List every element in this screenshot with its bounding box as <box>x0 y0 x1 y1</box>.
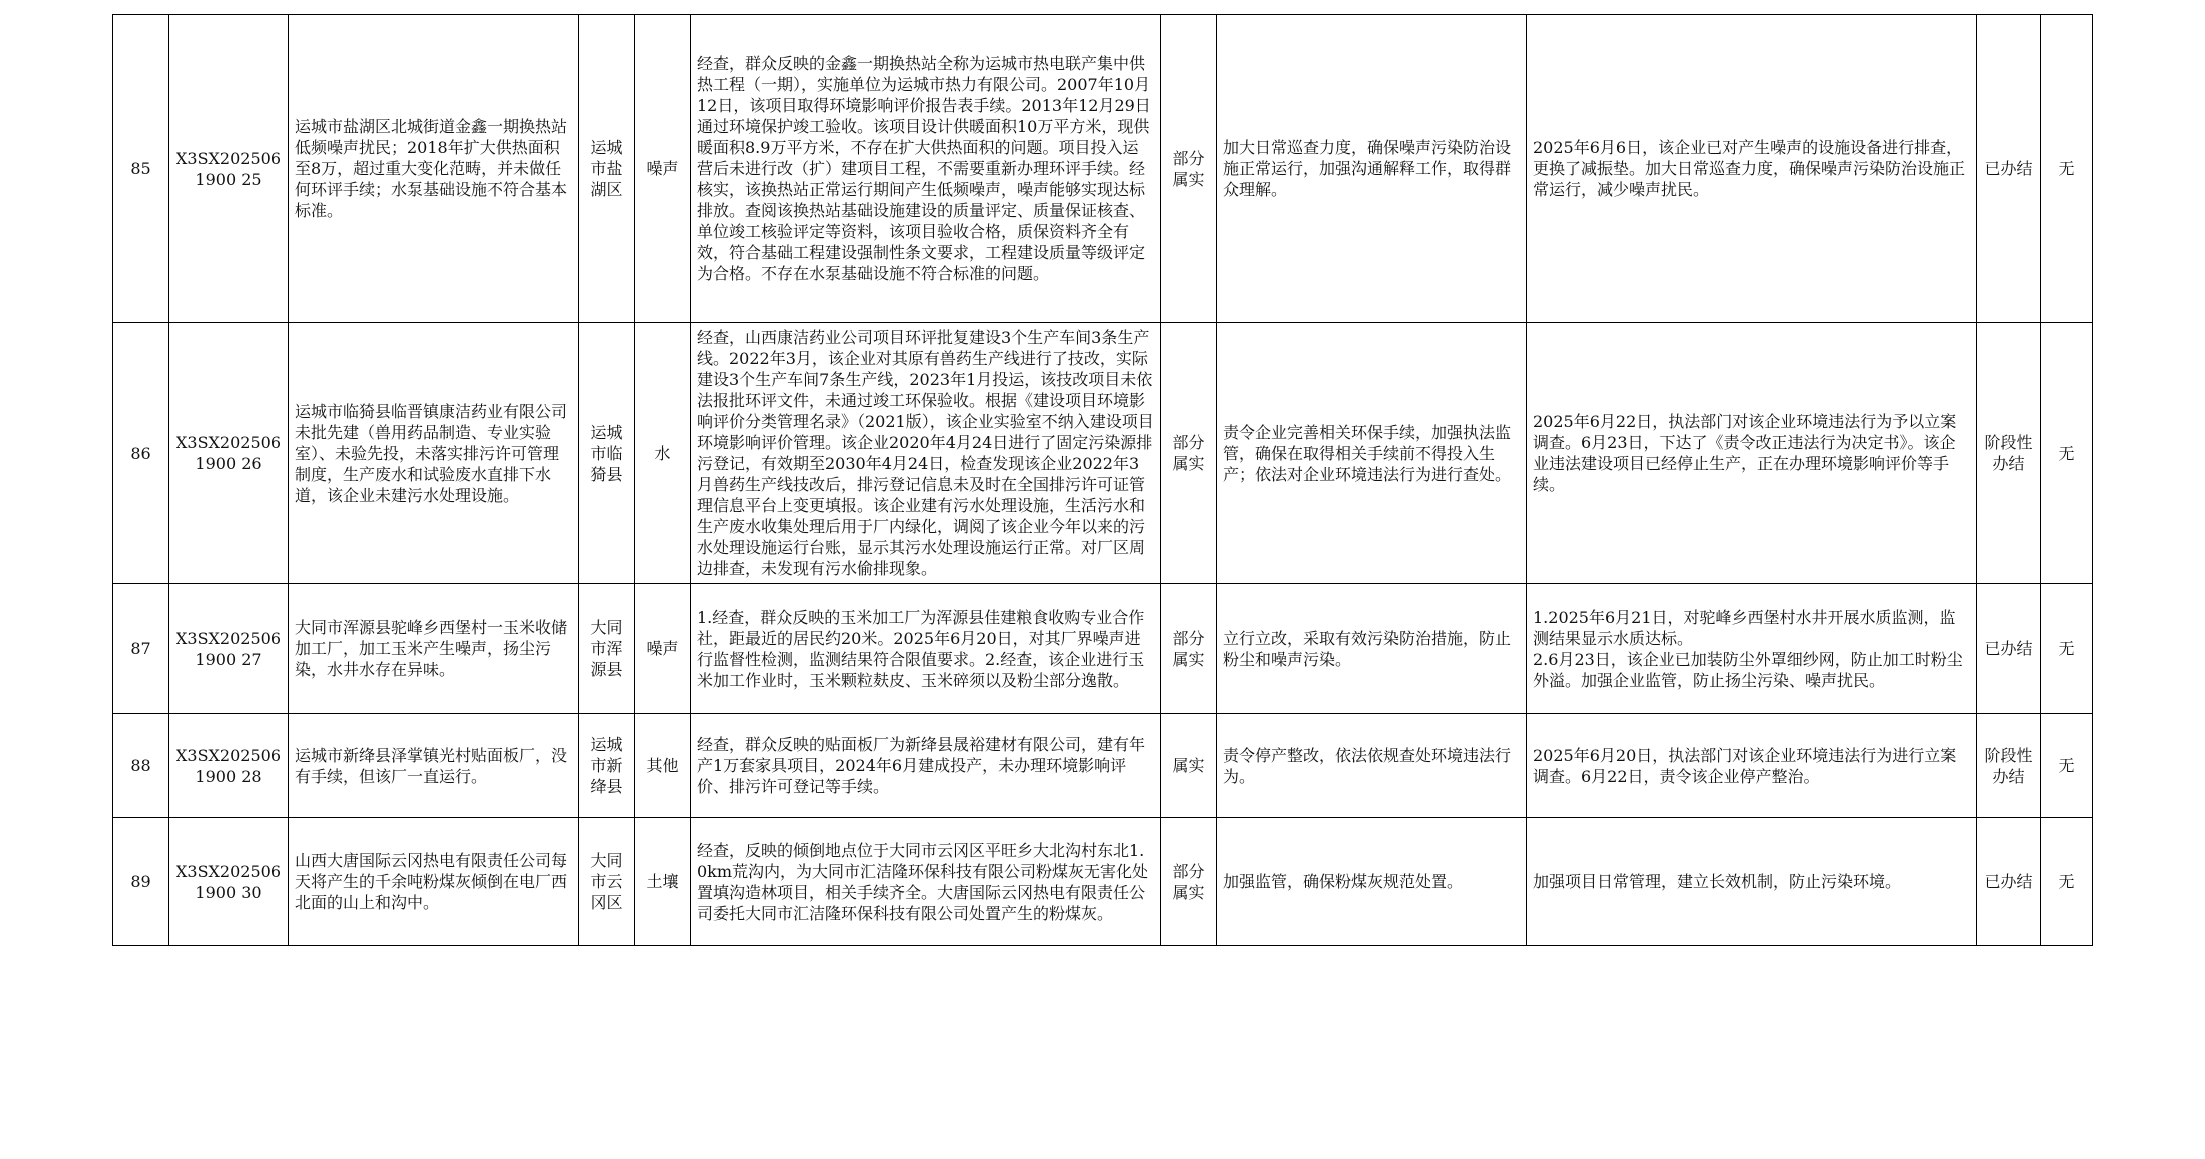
handling-measures: 立行立改，采取有效污染防治措施，防止粉尘和噪声污染。 <box>1217 584 1527 714</box>
pollution-type: 水 <box>635 323 691 584</box>
investigation-result: 经查，群众反映的贴面板厂为新绛县晟裕建材有限公司，建有年产1万套家具项目，2024年6月建成投产，未办理环境影响评价、排污许可登记等手续。 <box>691 714 1161 818</box>
pollution-type: 噪声 <box>635 15 691 323</box>
handling-measures: 责令企业完善相关环保手续，加强执法监管，确保在取得相关手续前不得投入生产；依法对企业环境违法行为进行查处。 <box>1217 323 1527 584</box>
table-row <box>113 584 2093 714</box>
case-code: X3SX2025061900 26 <box>169 323 289 584</box>
case-code: X3SX2025061900 27 <box>169 584 289 714</box>
verification-status: 部分属实 <box>1161 818 1217 946</box>
complaint-table-sheet <box>112 14 2092 946</box>
progress-line: 加强项目日常管理，建立长效机制，防止污染环境。 <box>1533 872 1902 891</box>
verification-status: 部分属实 <box>1161 15 1217 323</box>
rectification-progress <box>1527 818 1977 946</box>
case-code: X3SX2025061900 30 <box>169 818 289 946</box>
handling-measures: 责令停产整改，依法依规查处环境违法行为。 <box>1217 714 1527 818</box>
progress-line: 1.2025年6月21日，对驼峰乡西堡村水井开展水质监测，监测结果显示水质达标。 <box>1533 607 1956 648</box>
complaint-content: 山西大唐国际云冈热电有限责任公司每天将产生的千余吨粉煤灰倾倒在电厂西北面的山上和沟中。 <box>289 818 579 946</box>
handling-measures: 加大日常巡查力度，确保噪声污染防治设施正常运行，加强沟通解释工作，取得群众理解。 <box>1217 15 1527 323</box>
administrative-region: 大同市云冈区 <box>579 818 635 946</box>
pollution-type: 噪声 <box>635 584 691 714</box>
administrative-region: 大同市浑源县 <box>579 584 635 714</box>
investigation-result: 经查，反映的倾倒地点位于大同市云冈区平旺乡大北沟村东北1.0km荒沟内，为大同市汇洁隆环保科技有限公司粉煤灰无害化处置填沟造林项目，相关手续齐全。大唐国际云冈热电有限责任公司委托大同市汇洁隆环保科技有限公司处置产生的粉煤灰。 <box>691 818 1161 946</box>
investigation-result: 经查，群众反映的金鑫一期换热站全称为运城市热电联产集中供热工程（一期），实施单位为运城市热力有限公司。2007年10月12日，该项目取得环境影响评价报告表手续。2013年12月29日通过环境保护竣工验收。该项目设计供暖面积10万平方米，现供暖面积8.9万平方米，不存在扩大供热面积的问题。项目投入运营后未进行改（扩）建项目工程，不需要重新办理环评手续。经核实，该换热站正常运行期间产生低频噪声，噪声能够实现达标排放。查阅该换热站基础设施建设的质量评定、质量保证核查、单位竣工核验评定等资料，该项目验收合格，质保资料齐全有效，符合基础工程建设强制性条文要求，工程建设质量等级评定为合格。不存在水泵基础设施不符合标准的问题。 <box>691 15 1161 323</box>
rectification-progress <box>1527 714 1977 818</box>
case-code: X3SX2025061900 25 <box>169 15 289 323</box>
pollution-type: 其他 <box>635 714 691 818</box>
completion-status: 已办结 <box>1977 15 2041 323</box>
completion-status: 阶段性办结 <box>1977 323 2041 584</box>
pollution-type: 土壤 <box>635 818 691 946</box>
table-row <box>113 15 2093 323</box>
accountability: 无 <box>2041 323 2093 584</box>
row-number: 86 <box>113 323 169 584</box>
case-code: X3SX2025061900 28 <box>169 714 289 818</box>
rectification-progress <box>1527 323 1977 584</box>
row-number: 85 <box>113 15 169 323</box>
row-number: 89 <box>113 818 169 946</box>
row-number: 87 <box>113 584 169 714</box>
accountability: 无 <box>2041 714 2093 818</box>
rectification-progress <box>1527 15 1977 323</box>
investigation-result: 经查，山西康洁药业公司项目环评批复建设3个生产车间3条生产线。2022年3月，该企业对其原有兽药生产线进行了技改，实际建设3个生产车间7条生产线，2023年1月投运，该技改项目未依法报批环评文件，未通过竣工环保验收。根据《建设项目环境影响评价分类管理名录》（2021版），该企业实验室不纳入建设项目环境影响评价管理。该企业2020年4月24日进行了固定污染源排污登记，有效期至2030年4月24日，检查发现该企业2022年3月兽药生产线技改后，排污登记信息未及时在全国排污许可证管理信息平台上变更填报。该企业建有污水处理设施，生活污水和生产废水收集处理后用于厂内绿化，调阅了该企业今年以来的污水处理设施运行台账，显示其污水处理设施运行正常。对厂区周边排查，未发现有污水偷排现象。 <box>691 323 1161 584</box>
table-row <box>113 818 2093 946</box>
row-number: 88 <box>113 714 169 818</box>
administrative-region: 运城市新绛县 <box>579 714 635 818</box>
table-body <box>113 15 2093 946</box>
progress-line: 2025年6月22日，执法部门对该企业环境违法行为予以立案调查。6月23日，下达了《责令改正违法行为决定书》。该企业违法建设项目已经停止生产，正在办理环境影响评价等手续。 <box>1533 412 1957 494</box>
verification-status: 属实 <box>1161 714 1217 818</box>
complaint-table <box>112 14 2093 946</box>
progress-line: 2.6月23日，该企业已加装防尘外罩细纱网，防止加工时粉尘外溢。加强企业监管，防止扬尘污染、噪声扰民。 <box>1533 649 1963 690</box>
table-row <box>113 714 2093 818</box>
rectification-progress <box>1527 584 1977 714</box>
completion-status: 已办结 <box>1977 818 2041 946</box>
accountability: 无 <box>2041 584 2093 714</box>
complaint-content: 运城市临猗县临晋镇康洁药业有限公司未批先建（兽用药品制造、专业实验室）、未验先投，未落实排污许可管理制度，生产废水和试验废水直排下水道，该企业未建污水处理设施。 <box>289 323 579 584</box>
complaint-content: 运城市新绛县泽掌镇光村贴面板厂，没有手续，但该厂一直运行。 <box>289 714 579 818</box>
accountability: 无 <box>2041 15 2093 323</box>
complaint-content: 大同市浑源县驼峰乡西堡村一玉米收储加工厂，加工玉米产生噪声，扬尘污染，水井水存在异味。 <box>289 584 579 714</box>
administrative-region: 运城市盐湖区 <box>579 15 635 323</box>
completion-status: 阶段性办结 <box>1977 714 2041 818</box>
verification-status: 部分属实 <box>1161 323 1217 584</box>
completion-status: 已办结 <box>1977 584 2041 714</box>
progress-line: 2025年6月6日，该企业已对产生噪声的设施设备进行排查，更换了减振垫。加大日常巡查力度，确保噪声污染防治设施正常运行，减少噪声扰民。 <box>1533 138 1966 199</box>
accountability: 无 <box>2041 818 2093 946</box>
verification-status: 部分属实 <box>1161 584 1217 714</box>
table-row <box>113 323 2093 584</box>
administrative-region: 运城市临猗县 <box>579 323 635 584</box>
progress-line: 2025年6月20日，执法部门对该企业环境违法行为进行立案调查。6月22日，责令该企业停产整治。 <box>1533 745 1957 786</box>
investigation-result: 1.经查，群众反映的玉米加工厂为浑源县佳建粮食收购专业合作社，距最近的居民约20米。2025年6月20日，对其厂界噪声进行监督性检测，监测结果符合限值要求。2.经查，该企业进行玉米加工作业时，玉米颗粒麸皮、玉米碎须以及粉尘部分逸散。 <box>691 584 1161 714</box>
complaint-content: 运城市盐湖区北城街道金鑫一期换热站低频噪声扰民；2018年扩大供热面积至8万，超过重大变化范畴，并未做任何环评手续；水泵基础设施不符合基本标准。 <box>289 15 579 323</box>
handling-measures: 加强监管，确保粉煤灰规范处置。 <box>1217 818 1527 946</box>
